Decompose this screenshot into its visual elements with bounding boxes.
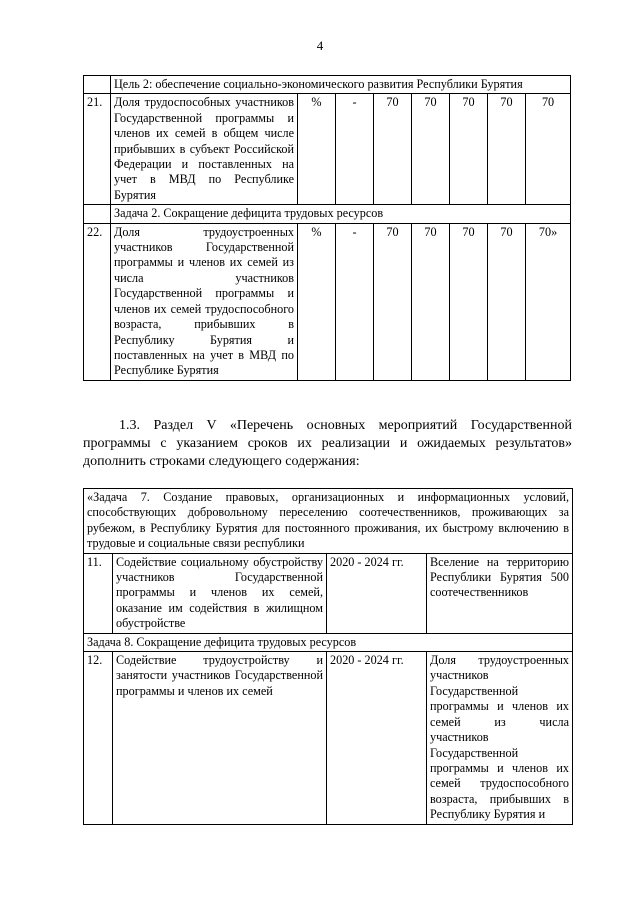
indicators-table bbox=[83, 75, 571, 381]
value-cell: 70 bbox=[412, 94, 450, 205]
unit-cell: % bbox=[298, 223, 336, 380]
result-cell: Вселение на территорию Республики Бурятия 500 соотечественников bbox=[427, 553, 573, 633]
task-text: Задача 2. Сокращение дефицита трудовых ресурсов bbox=[111, 205, 571, 223]
result-cell: Доля трудоустроенных участников Государственной программы и членов их семей из числа участников Государственной программы и членов их семей трудоспособного возраста, прибывших в Республику Бурятия и bbox=[427, 652, 573, 824]
row-number: 21. bbox=[84, 94, 111, 205]
indicator-name: Доля трудоспособных участников Государственной программы и членов их семей в общем числе прибывших в субъект Российской Федерации и поставленных на учет в МВД по Республике Бурятия bbox=[111, 94, 298, 205]
task-row bbox=[84, 489, 573, 554]
value-cell: 70 bbox=[488, 223, 526, 380]
unit-cell: % bbox=[298, 94, 336, 205]
value-cell: 70 bbox=[412, 223, 450, 380]
row-number: 22. bbox=[84, 223, 111, 380]
value-cell: 70 bbox=[374, 94, 412, 205]
task-text: Задача 8. Сокращение дефицита трудовых ресурсов bbox=[84, 633, 573, 651]
task-row bbox=[84, 205, 571, 223]
measure-name: Содействие социальному обустройству участников Государственной программы и членов их семей, оказание им содействия в жилищном обустройстве bbox=[113, 553, 327, 633]
table-row bbox=[84, 553, 573, 633]
task-row bbox=[84, 633, 573, 651]
empty-cell bbox=[84, 76, 111, 94]
paragraph-text: 1.3. Раздел V «Перечень основных мероприятий Государственной программы с указанием сроков их реализации и ожидаемых результатов» дополнить строками следующего содержания: bbox=[83, 418, 572, 469]
value-cell: - bbox=[336, 223, 374, 380]
value-cell: 70 bbox=[450, 223, 488, 380]
indicator-name: Доля трудоустроенных участников Государственной программы и членов их семей из числа участников Государственной программы и членов их семей трудоспособного возраста, прибывших в Республику Бурятия и поставленных на учет в МВД по Республике Бурятия bbox=[111, 223, 298, 380]
value-cell: 70 bbox=[374, 223, 412, 380]
empty-cell bbox=[84, 205, 111, 223]
period-cell: 2020 - 2024 гг. bbox=[327, 553, 427, 633]
measure-name: Содействие трудоустройству и занятости участников Государственной программы и членов их семей bbox=[113, 652, 327, 824]
period-cell: 2020 - 2024 гг. bbox=[327, 652, 427, 824]
value-cell: - bbox=[336, 94, 374, 205]
goal-row bbox=[84, 76, 571, 94]
value-cell: 70 bbox=[488, 94, 526, 205]
table-row bbox=[84, 223, 571, 380]
page-number: 4 bbox=[316, 38, 324, 53]
value-cell: 70 bbox=[526, 94, 571, 205]
value-cell: 70» bbox=[526, 223, 571, 380]
table-row bbox=[84, 652, 573, 824]
measures-table bbox=[83, 488, 573, 825]
task-text: «Задача 7. Создание правовых, организационных и информационных условий, способствующих добровольному переселению соотечественников, проживающих за рубежом, в Республику Бурятия для постоянного проживания, их быстрому включению в трудовые и социальные связи республики bbox=[84, 489, 573, 554]
table-row bbox=[84, 94, 571, 205]
goal-text: Цель 2: обеспечение социально-экономического развития Республики Бурятия bbox=[111, 76, 571, 94]
amendment-paragraph bbox=[83, 417, 572, 471]
value-cell: 70 bbox=[450, 94, 488, 205]
row-number: 11. bbox=[84, 553, 113, 633]
row-number: 12. bbox=[84, 652, 113, 824]
